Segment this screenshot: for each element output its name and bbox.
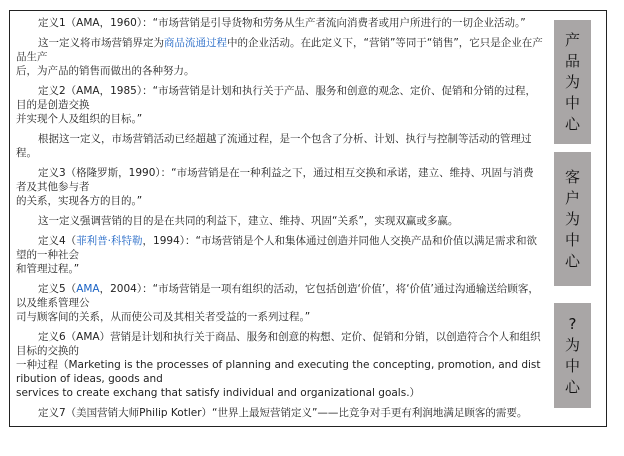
link-ama[interactable]: AMA: [76, 283, 100, 295]
char: 心: [564, 251, 580, 270]
definition-3-cont: 的关系，实现各方的目的。”: [16, 195, 143, 207]
paragraph-2-block: [16, 132, 544, 160]
char: 心: [564, 377, 580, 396]
definition-7: 定义7（美国营销大师Philip Kotler）“世界上最短营销定义”——比竞争对手更有利润地满足顾客的需要。: [38, 407, 528, 419]
label-unknown-centered: [554, 303, 591, 408]
paragraph-definition-7: [16, 406, 544, 420]
char: 中: [564, 230, 580, 249]
paragraph-definition-1: [16, 16, 544, 30]
definition-4: [16, 234, 544, 262]
paragraph-definition-3: [16, 166, 544, 208]
definition-4-cont: 和管理过程。”: [16, 263, 80, 275]
text: ，1994）：“市场营销是个人和集体通过创造并同他人交换产品和价值以满足需求和欲望的一种社会: [16, 235, 537, 261]
char: 品: [564, 51, 580, 70]
char: 户: [564, 188, 580, 207]
paragraph-definition-5: [16, 282, 544, 324]
label-customer-centered: [554, 152, 591, 286]
definition-5: [16, 282, 544, 310]
label-product-centered: [554, 20, 591, 144]
char: ?: [568, 314, 577, 333]
text-column: [10, 16, 544, 420]
document-frame: [9, 10, 607, 427]
text: 定义4（: [38, 235, 77, 247]
link-commodity-circulation[interactable]: 商品流通过程: [164, 37, 227, 49]
paragraph-definition-6: [16, 330, 544, 400]
paragraph-definition-2: [16, 84, 544, 126]
definition-5-cont: 司与顾客间的关系，从而使公司及其相关者受益的一系列过程。”: [16, 311, 311, 323]
paragraph-2: 根据这一定义，市场营销活动已经超越了流通过程，是一个包含了分析、计划、执行与控制等活动的管理过程。: [16, 133, 532, 159]
definition-6-cont: 一种过程（Marketing is the processes of planning and executing the concepting, promotion, and distribution of ideas, goods and: [16, 359, 541, 385]
paragraph-1-cont: 后，为产品的销售而做出的各种努力。: [16, 65, 195, 77]
definition-2: 定义2（AMA，1985）：“市场营销是计划和执行关于产品、服务和创意的观念、定价、促销和分销的过程，目的是创造交换: [16, 85, 537, 111]
definition-6: 定义6（AMA）营销是计划和执行关于商品、服务和创意的构想、定价、促销和分销，以创造符合个人和组织目标的交换的: [16, 331, 541, 357]
char: 为: [564, 335, 580, 354]
char: 为: [564, 209, 580, 228]
paragraph-3: 这一定义强调营销的目的是在共同的利益下，建立、维持、巩固“关系”，实现双赢或多赢。: [38, 215, 459, 227]
char: 客: [564, 167, 580, 186]
definition-1: 定义1（AMA，1960）：“市场营销是引导货物和劳务从生产者流向消费者或用户所进行的一切企业活动。”: [38, 17, 526, 29]
link-philip-kotler[interactable]: 菲利普·科特勒: [76, 235, 143, 247]
definition-3: 定义3（格隆罗斯，1990）：“市场营销是在一种利益之下，通过相互交换和承诺，建立、维持、巩固与消费者及其他参与者: [16, 167, 534, 193]
paragraph-1: [16, 36, 544, 64]
paragraph-3-block: [16, 214, 544, 228]
definition-6-cont2: services to create exchang that satisfy individual and organizational goals.）: [16, 387, 421, 399]
char: 中: [564, 356, 580, 375]
paragraph-1-block: [16, 36, 544, 78]
text: ，2004）：“市场营销是一项有组织的活动，它包括创造‘价值’，将‘价值’通过沟通输送给顾客，以及维系管理公: [16, 283, 539, 309]
paragraph-definition-4: [16, 234, 544, 276]
char: 产: [564, 30, 580, 49]
text: 这一定义将市场营销界定为: [38, 37, 164, 49]
text: 中的企业活动。在此定义下，“营销”等同于“销售”，它只是企业在产品生产: [16, 37, 543, 63]
char: 心: [564, 114, 580, 133]
char: 为: [564, 72, 580, 91]
definition-2-cont: 并实现个人及组织的目标。”: [16, 113, 143, 125]
char: 中: [564, 93, 580, 112]
text: 定义5（: [38, 283, 77, 295]
